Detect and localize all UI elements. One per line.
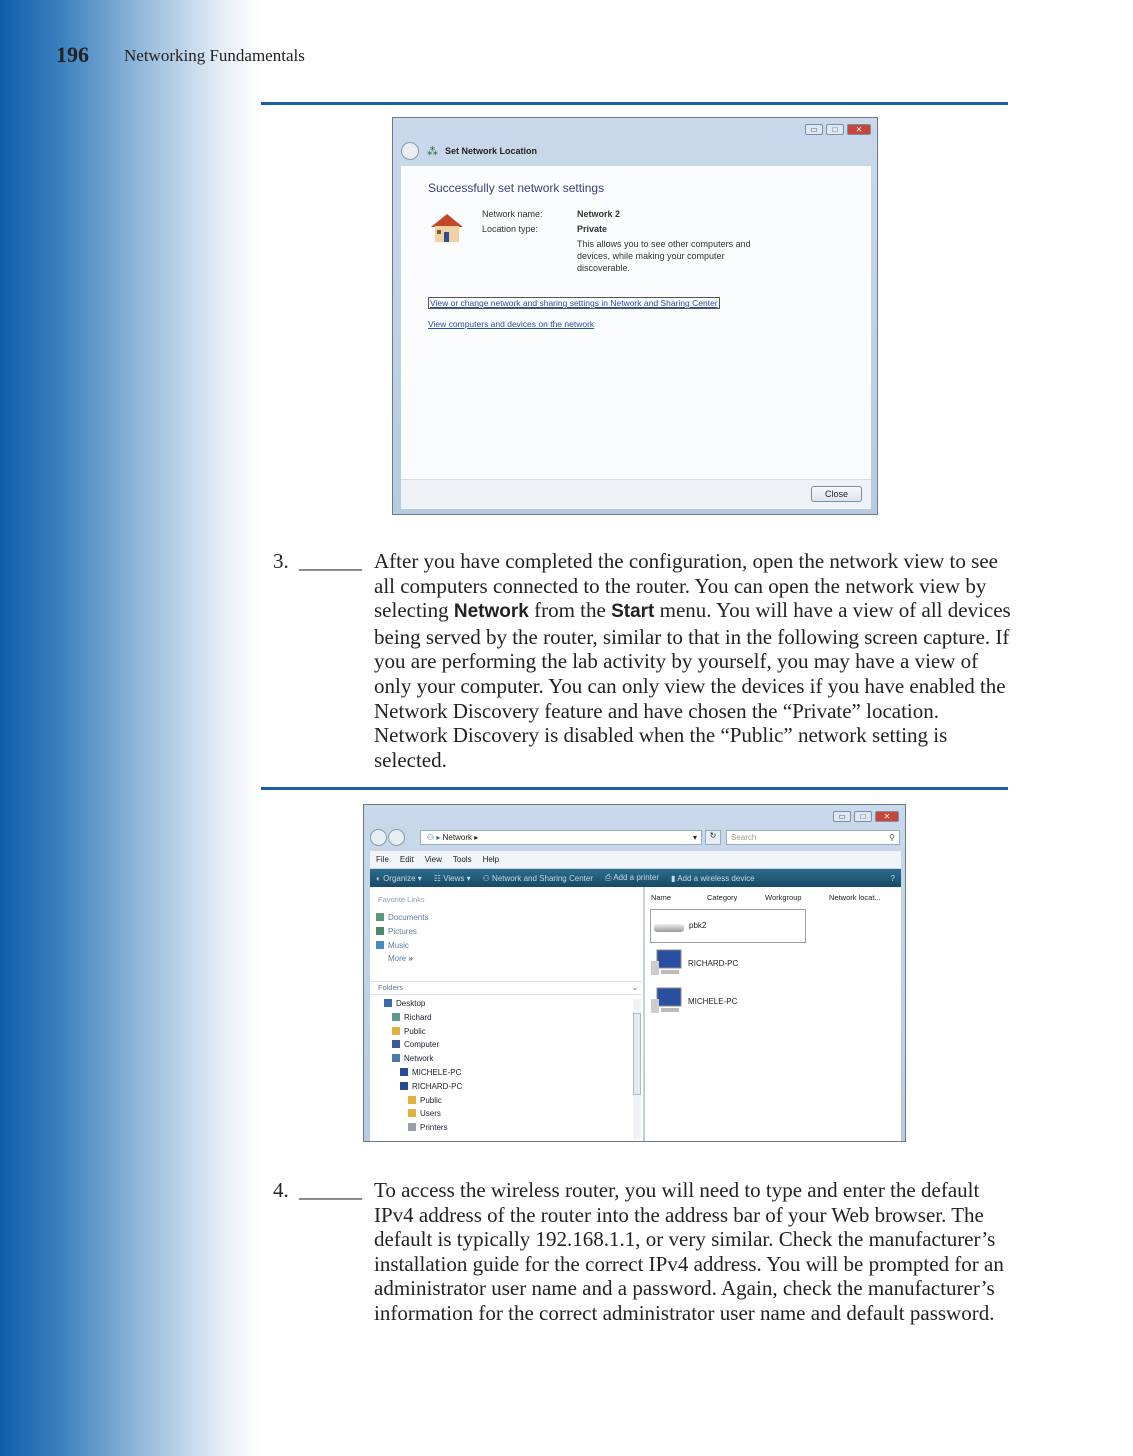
- tree-item[interactable]: Computer: [384, 1038, 462, 1052]
- refresh-button[interactable]: ↻: [705, 830, 721, 845]
- favorite-music[interactable]: Music: [376, 939, 428, 953]
- favorite-pictures[interactable]: Pictures: [376, 925, 428, 939]
- tree-item[interactable]: Network: [384, 1052, 462, 1066]
- network-name-label: Network name:: [482, 209, 543, 219]
- window-controls: [805, 124, 871, 135]
- dropdown-arrow-icon[interactable]: ▾: [692, 833, 697, 842]
- search-input[interactable]: [726, 830, 900, 845]
- menu-help[interactable]: Help: [482, 855, 500, 864]
- page-number: 196: [56, 42, 89, 67]
- help-icon[interactable]: ?: [890, 873, 895, 883]
- forward-button[interactable]: [388, 829, 405, 846]
- start-menu-term: Start: [611, 601, 655, 623]
- maximize-button[interactable]: □: [854, 811, 872, 822]
- organize-button[interactable]: ◐ Organize ▾: [376, 873, 422, 883]
- back-button[interactable]: [401, 142, 419, 160]
- computer-icon: [651, 987, 683, 1013]
- answer-blank: ______: [299, 549, 362, 573]
- close-button[interactable]: Close: [811, 486, 862, 502]
- folders-header[interactable]: Folders ⌄: [370, 981, 642, 995]
- tree-scrollbar[interactable]: [633, 999, 641, 1139]
- text-segment: After you have completed the configuration, open the network view to see all computers connected to the router. You can open the network view by selecting: [374, 549, 998, 623]
- view-computers-link[interactable]: View computers and devices on the network: [428, 319, 595, 329]
- search-icon: ⚲: [889, 833, 895, 842]
- column-workgroup[interactable]: Workgroup: [765, 893, 802, 902]
- dialog-heading: Successfully set network settings: [428, 181, 605, 195]
- views-button[interactable]: ☷ Views ▾: [433, 873, 471, 883]
- maximize-button[interactable]: □: [826, 124, 844, 135]
- location-description: This allows you to see other computers and devices, while making your computer discoverable.: [577, 239, 751, 273]
- address-path: Network: [442, 833, 472, 842]
- location-type-value: Private: [577, 224, 608, 234]
- music-icon: [376, 941, 384, 949]
- close-window-button[interactable]: ✕: [875, 811, 899, 822]
- set-network-location-dialog: [392, 117, 878, 515]
- tree-item[interactable]: Desktop: [384, 997, 462, 1011]
- divider: [261, 102, 1008, 105]
- dialog-title: Set Network Location: [445, 146, 538, 156]
- page-margin-gradient: [0, 0, 260, 1456]
- router-icon: [654, 924, 684, 932]
- back-button[interactable]: [370, 829, 387, 846]
- tree-item[interactable]: MICHELE-PC: [384, 1066, 462, 1080]
- window-controls: [833, 811, 899, 822]
- location-type-label: Location type:: [482, 224, 539, 234]
- network-icon: ⚇ ▸: [427, 833, 443, 842]
- folder-tree: [384, 997, 462, 1135]
- tree-item[interactable]: Richard: [384, 1011, 462, 1025]
- device-item-router[interactable]: pbk2: [650, 909, 806, 943]
- documents-icon: [376, 913, 384, 921]
- network-sharing-center-link[interactable]: View or change network and sharing settings in Network and Sharing Center: [430, 298, 718, 308]
- menu-tools[interactable]: Tools: [452, 855, 472, 864]
- menu-bar: [370, 851, 901, 868]
- menu-file[interactable]: File: [376, 855, 389, 864]
- running-title: Networking Fundamentals: [124, 46, 305, 65]
- navigation-pane: [370, 887, 644, 1141]
- pictures-icon: [376, 927, 384, 935]
- column-name[interactable]: Name: [651, 893, 672, 902]
- network-menu-term: Network: [453, 601, 529, 623]
- network-sharing-center-button[interactable]: ⚇ Network and Sharing Center: [482, 873, 593, 883]
- favorite-more[interactable]: More »: [388, 954, 413, 964]
- add-printer-button[interactable]: ⎙ Add a printer: [605, 873, 659, 882]
- text-segment: menu. You will have a view of all devices being served by the router, similar to that in the following screen capture. If you are performing the lab activity by yourself, you may have a view of only your computer. You can only view the devices if you have enabled the Network Discovery feature and have chosen the “Private” location. Network Discovery is disabled when the “Public” network setting is selected.: [374, 598, 1011, 772]
- menu-edit[interactable]: Edit: [399, 855, 414, 864]
- tree-item[interactable]: RICHARD-PC: [384, 1080, 462, 1094]
- house-icon: [429, 211, 465, 243]
- step-number: 3.: [273, 549, 289, 573]
- tree-item[interactable]: Users: [384, 1107, 462, 1121]
- tree-item[interactable]: Public: [384, 1025, 462, 1039]
- divider: [261, 787, 1008, 790]
- close-window-button[interactable]: ✕: [847, 124, 871, 135]
- column-network-location[interactable]: Network locat...: [829, 893, 881, 902]
- network-name-value: Network 2: [577, 209, 621, 219]
- address-bar[interactable]: ⚇ ▸ Network ▸ ▾: [420, 830, 702, 845]
- favorite-documents[interactable]: Documents: [376, 911, 428, 925]
- device-item-computer[interactable]: MICHELE-PC: [645, 987, 795, 1017]
- answer-blank: ______: [299, 1178, 362, 1202]
- column-headers: [645, 891, 901, 905]
- minimize-button[interactable]: ▭: [805, 124, 823, 135]
- network-icon: ⁂: [427, 146, 438, 158]
- step-number: 4.: [273, 1178, 289, 1202]
- step-text: To access the wireless router, you will need to type and enter the default IPv4 address of the router into the address bar of your Web browser. The default is typically 192.168.1.1, or very similar. Check the manufacturer’s installation guide for the correct IPv4 address. You will be prompted for an administrator user name and a password. Again, check the manufacturer’s information for the correct administrator user name and default password.: [374, 1178, 1004, 1325]
- add-wireless-device-button[interactable]: ▮ Add a wireless device: [671, 873, 755, 883]
- step-text: [374, 549, 1014, 772]
- favorite-links-label: Favorite Links: [378, 895, 425, 904]
- device-item-computer[interactable]: RICHARD-PC: [645, 949, 795, 979]
- menu-view[interactable]: View: [424, 855, 442, 864]
- column-category[interactable]: Category: [707, 893, 738, 902]
- text-segment: from the: [528, 598, 612, 623]
- minimize-button[interactable]: ▭: [833, 811, 851, 822]
- computer-icon: [651, 949, 683, 975]
- tree-item[interactable]: Public: [384, 1094, 462, 1108]
- network-explorer-window: [363, 804, 906, 1142]
- tree-item[interactable]: Printers: [384, 1121, 462, 1135]
- search-placeholder: Search: [731, 833, 757, 842]
- chevron-down-icon: ⌄: [631, 983, 638, 992]
- command-bar: [370, 869, 901, 887]
- file-list-pane: [645, 887, 901, 1141]
